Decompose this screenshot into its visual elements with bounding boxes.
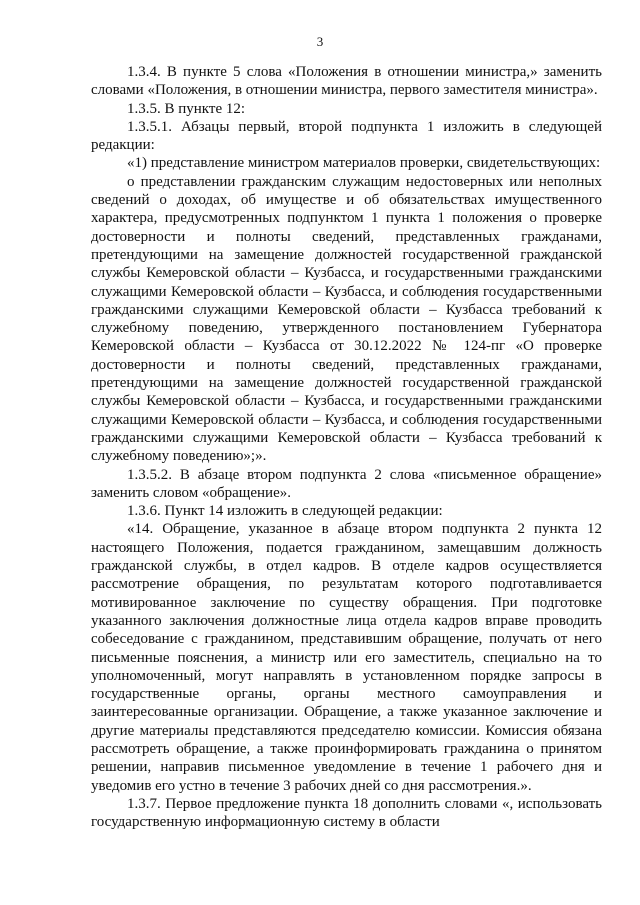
- document-body: [91, 63, 602, 831]
- paragraph-1-3-4: 1.3.4. В пункте 5 слова «Положения в отношении министра,» заменить словами «Положения, в отношении министра, первого заместителя министра».: [91, 64, 602, 99]
- paragraph-1-3-7: 1.3.7. Первое предложение пункта 18 дополнить словами «, использовать государственную информационную систему в области: [91, 795, 602, 831]
- paragraph-misrepresentation: о представлении гражданским служащим недостоверных или неполных сведений о доходах, об имуществе и об обязательствах имущественного характера, предусмотренных подпунктом 1 пункта 1 положения о проверке достоверности и полноты сведений, представленных гражданами, претендующими на замещение должностей государственной гражданской службы Кемеровской области – Кузбасса, и государственными гражданскими служащими Кемеровской области – Кузбасса, и соблюдения государственными гражданскими служащими Кемеровской области – Кузбасса требований к служебному поведению, утвержденного постановлением Губернатора Кемеровской области – Кузбасса от 30.12.2022 № 124-пг «О проверке достоверности и полноты сведений, представленных гражданами, претендующими на замещение должностей государственной гражданской службы Кемеровской области – Кузбасса, и государственными гражданскими служащими Кемеровской области – Кузбасса, и соблюдения государственными гражданскими служащими Кемеровской области – Кузбасса требований к служебному поведению»;».: [91, 173, 602, 465]
- page-number: 3: [316, 34, 324, 49]
- paragraph-1-3-5: 1.3.5. В пункте 12:: [127, 100, 246, 117]
- paragraph-1-3-6: 1.3.6. Пункт 14 изложить в следующей редакции:: [127, 503, 443, 520]
- paragraph-1-3-5-2: 1.3.5.2. В абзаце втором подпункта 2 слова «письменное обращение» заменить словом «обращение».: [91, 466, 602, 501]
- paragraph-1-3-5-1: 1.3.5.1. Абзацы первый, второй подпункта 1 изложить в следующей редакции:: [91, 118, 602, 154]
- paragraph-quote-1: «1) представление министром материалов проверки, свидетельствующих:: [127, 155, 601, 172]
- paragraph-quote-14: «14. Обращение, указанное в абзаце втором подпункта 2 пункта 12 настоящего Положения, подается гражданином, замещавшим должность гражданской службы, в отдел кадров. В отделе кадров осуществляется рассмотрение обращения, по результатам которого подготавливается мотивированное заключение по существу обращения. При подготовке указанного заключения должностные лица отдела кадров вправе проводить собеседование с гражданином, представившим обращение, получать от него письменные пояснения, а министр или его заместитель, специально на то уполномоченный, могут направлять в установленном порядке запросы в государственные органы, органы местного самоуправления и заинтересованные организации. Обращение, а также указанное заключение и другие материалы представляются председателю комиссии. Комиссия обязана рассмотреть обращение, а также проинформировать гражданина о принятом решении, направив письменное уведомление в течение 1 рабочего дня и уведомив его устно в течение 3 рабочих дней со дня рассмотрения.».: [91, 521, 602, 794]
